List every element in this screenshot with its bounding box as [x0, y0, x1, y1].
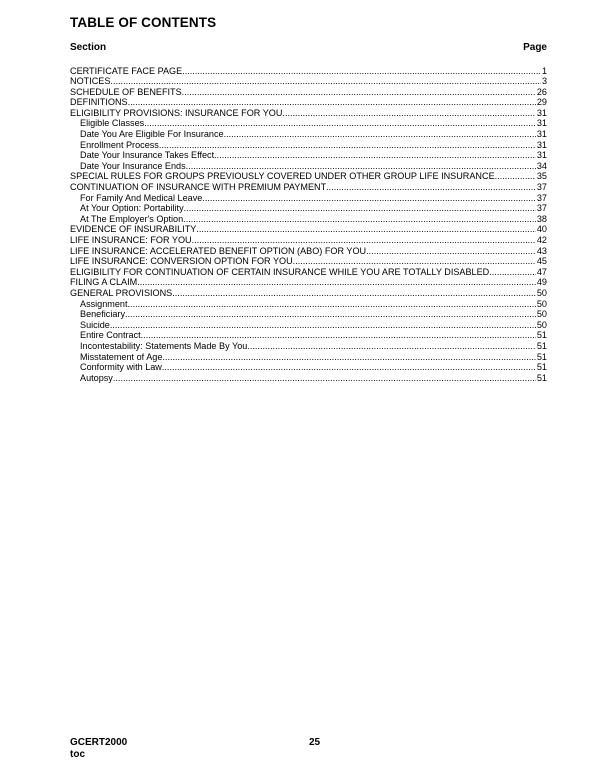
toc-entry-label: Date You Are Eligible For Insurance	[80, 129, 224, 140]
toc-subentry[interactable]	[70, 161, 547, 172]
toc-entry-page: 40	[536, 224, 547, 235]
toc-entry-page: 38	[536, 213, 547, 224]
toc-entry[interactable]	[70, 76, 547, 87]
dot-leader	[202, 193, 536, 204]
toc-entry-page: 51	[536, 372, 547, 383]
toc-entry-label: Suicide	[80, 319, 110, 330]
dot-leader	[224, 129, 536, 140]
dot-leader	[159, 140, 536, 151]
toc-entry[interactable]	[70, 224, 547, 235]
toc-entry-page: 47	[536, 266, 547, 277]
toc-entry-page: 51	[536, 330, 547, 341]
toc-entry-page: 50	[536, 298, 547, 309]
toc-entry-label: At Your Option: Portability	[80, 203, 184, 214]
dot-leader	[489, 267, 536, 278]
dot-leader	[184, 203, 536, 214]
toc-entry-page: 34	[536, 160, 547, 171]
dot-leader	[182, 87, 536, 98]
toc-entry[interactable]	[70, 235, 547, 246]
dot-leader	[495, 171, 536, 182]
toc-entry[interactable]	[70, 171, 547, 182]
toc-entry-label: EVIDENCE OF INSURABILITY	[70, 224, 197, 235]
dot-leader	[172, 288, 536, 299]
toc-entry-page: 29	[536, 97, 547, 108]
toc-entry-page: 31	[536, 139, 547, 150]
dot-leader	[110, 320, 536, 331]
toc-entry-label: Eligible Classes	[80, 118, 145, 129]
dot-leader	[186, 161, 536, 172]
toc-entry-label: Misstatement of Age	[80, 351, 163, 362]
toc-entry-label: GENERAL PROVISIONS	[70, 287, 173, 298]
toc-entry-label: Conformity with Law	[80, 362, 162, 373]
dot-leader	[192, 235, 536, 246]
dot-leader	[366, 246, 536, 257]
toc-entry-page: 50	[536, 287, 547, 298]
page-column-header: Page	[523, 42, 547, 53]
dot-leader	[141, 330, 536, 341]
section-column-header: Section	[70, 42, 107, 53]
toc-entry-label: LIFE INSURANCE: CONVERSION OPTION FOR YOU	[70, 256, 293, 267]
toc-subentry[interactable]	[70, 320, 547, 331]
toc-subentry[interactable]	[70, 118, 547, 129]
toc-entry[interactable]	[70, 108, 547, 119]
toc-entry-label: Autopsy	[80, 372, 113, 383]
toc-entry-label: CONTINUATION OF INSURANCE WITH PREMIUM PAYMENT	[70, 182, 327, 193]
dot-leader	[282, 108, 535, 119]
toc-entry[interactable]	[70, 288, 547, 299]
toc-subentry[interactable]	[70, 193, 547, 204]
toc-entry[interactable]	[70, 182, 547, 193]
toc-entry[interactable]	[70, 246, 547, 257]
dot-leader	[183, 214, 536, 225]
toc-entry-label: Assignment	[80, 298, 128, 309]
dot-leader	[162, 352, 535, 363]
toc-entry-label: SCHEDULE OF BENEFITS	[70, 86, 182, 97]
page-number: 25	[309, 737, 321, 748]
dot-leader	[128, 299, 536, 310]
toc-entry-page: 43	[536, 245, 547, 256]
dot-leader	[326, 182, 536, 193]
toc-entry-page: 3	[541, 76, 547, 87]
toc-entry-page: 31	[536, 118, 547, 129]
form-suffix: toc	[70, 748, 85, 760]
dot-leader	[182, 66, 541, 77]
toc-entry[interactable]	[70, 267, 547, 278]
toc-entry-page: 51	[536, 351, 547, 362]
toc-entry-label: CERTIFICATE FACE PAGE	[70, 65, 183, 76]
toc-entry-label: Incontestability: Statements Made By You	[80, 340, 248, 351]
toc-subentry[interactable]	[70, 309, 547, 320]
toc-subentry[interactable]	[70, 352, 547, 363]
dot-leader	[113, 373, 536, 384]
toc-entry-label: For Family And Medical Leave	[80, 192, 203, 203]
toc-entry-label: Entire Contract	[80, 330, 141, 341]
toc-entry-label: DEFINITIONS	[70, 97, 128, 108]
toc-entry-page: 31	[536, 129, 547, 140]
toc-entry[interactable]	[70, 97, 547, 108]
page-title: TABLE OF CONTENTS	[70, 15, 217, 30]
toc-entry-label: LIFE INSURANCE: FOR YOU	[70, 235, 192, 245]
toc-subentry[interactable]	[70, 150, 547, 161]
toc-entry-label: ELIGIBILITY FOR CONTINUATION OF CERTAIN INSURANCE WHILE YOU ARE TOTALLY DISABLED	[70, 266, 490, 277]
toc-entry-label: LIFE INSURANCE: ACCELERATED BENEFIT OPTION (ABO) FOR YOU	[70, 245, 367, 256]
toc-subentry[interactable]	[70, 373, 547, 384]
toc-subentry[interactable]	[70, 140, 547, 151]
toc-entry-page: 37	[536, 182, 547, 193]
toc-entry-page: 51	[536, 362, 547, 373]
toc-entry-page: 26	[536, 86, 547, 97]
footer-form-code	[70, 737, 127, 760]
toc-entry-page: 37	[536, 192, 547, 203]
toc-entry-label: NOTICES	[70, 76, 111, 87]
toc-entry-label: Date Your Insurance Ends	[80, 160, 186, 171]
toc-entry-page: 42	[536, 235, 547, 245]
dot-leader	[162, 362, 536, 373]
toc-entry-page: 37	[536, 203, 547, 214]
toc-entry-label: At The Employer's Option	[80, 213, 184, 224]
dot-leader	[110, 76, 541, 87]
dot-leader	[125, 309, 536, 320]
toc-subentry[interactable]	[70, 330, 547, 341]
toc-subentry[interactable]	[70, 203, 547, 214]
toc-entry-label: Beneficiary	[80, 309, 125, 320]
toc-entry-page: 50	[536, 319, 547, 330]
toc-subentry[interactable]	[70, 341, 547, 352]
toc-entry[interactable]	[70, 256, 547, 267]
toc-entry-page: 31	[536, 150, 547, 161]
toc-entry-label: ELIGIBILITY PROVISIONS: INSURANCE FOR YOU	[70, 107, 283, 118]
toc-subentry[interactable]	[70, 129, 547, 140]
toc-entry-page: 45	[536, 256, 547, 267]
dot-leader	[196, 224, 536, 235]
table-of-contents	[70, 66, 547, 384]
dot-leader	[144, 118, 536, 129]
toc-entry-page: 35	[536, 171, 547, 182]
toc-entry-page: 50	[536, 309, 547, 320]
toc-entry[interactable]	[70, 66, 547, 77]
toc-entry-page: 49	[536, 277, 547, 288]
toc-entry-page: 51	[536, 340, 547, 351]
toc-subentry[interactable]	[70, 214, 547, 225]
toc-entry-label: Enrollment Process	[80, 139, 159, 150]
dot-leader	[128, 97, 536, 108]
toc-entry-label: FILING A CLAIM	[70, 277, 138, 288]
form-code: GCERT2000	[70, 737, 128, 748]
toc-entry-page: 1	[541, 65, 547, 76]
toc-entry-label: SPECIAL RULES FOR GROUPS PREVIOUSLY COVERED UNDER OTHER GROUP LIFE INSURANCE	[70, 171, 495, 182]
toc-entry-label: Date Your Insurance Takes Effect	[80, 150, 215, 161]
toc-entry[interactable]	[70, 277, 547, 288]
toc-entry-page: 31	[536, 107, 547, 118]
toc-entry[interactable]	[70, 87, 547, 98]
dot-leader	[214, 150, 536, 161]
toc-subentry[interactable]	[70, 299, 547, 310]
dot-leader	[247, 341, 536, 352]
dot-leader	[137, 277, 536, 288]
toc-subentry[interactable]	[70, 362, 547, 373]
dot-leader	[293, 256, 536, 267]
